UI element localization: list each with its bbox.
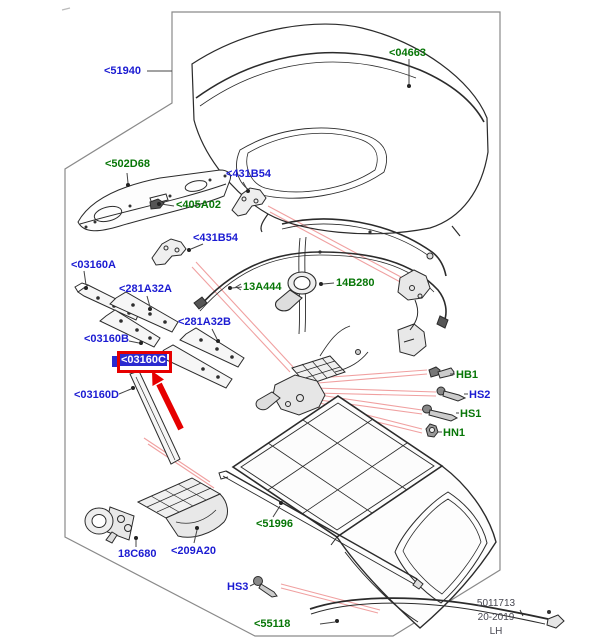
part-label-281a32b[interactable]: <281A32B [178,316,231,328]
part-label-hs1[interactable]: HS1 [460,408,482,420]
part-label-405a02[interactable]: <405A02 [176,199,221,211]
drain-parts-drawing [85,478,227,543]
part-label-03160b[interactable]: <03160B [84,333,129,345]
part-label-18c680[interactable]: 18C680 [118,548,157,560]
part-label-hs2[interactable]: HS2 [469,389,491,401]
part-label-502d68[interactable]: <502D68 [105,158,150,170]
part-label-51996[interactable]: <51996 [256,518,294,530]
latch-mechanism-drawing [256,326,368,415]
part-label-03160d[interactable]: <03160D [74,389,119,401]
part-label-03160a[interactable]: <03160A [71,259,116,271]
rail-drawings [75,283,244,464]
highlight-box [117,351,172,373]
stamp-side: LH [489,626,503,637]
part-label-04663[interactable]: <04663 [389,47,427,59]
part-label-14b280[interactable]: 14B280 [336,277,375,289]
stamp-number: 5011713 [476,598,516,609]
part-label-209a20[interactable]: <209A20 [171,545,216,557]
part-label-55118[interactable]: <55118 [254,618,291,630]
part-label-281a32a[interactable]: <281A32A [119,283,172,295]
part-label-431b54-upper[interactable]: <431B54 [226,168,271,180]
part-label-hb1[interactable]: HB1 [456,369,479,381]
part-label-hn1[interactable]: HN1 [443,427,466,439]
stamp-date: 20-2019 [477,612,515,623]
part-label-431b54-lower[interactable]: <431B54 [193,232,238,244]
part-label-13a444[interactable]: 13A444 [243,281,282,293]
hinge-mechanism-drawing [398,253,433,356]
part-label-03160c-highlighted[interactable]: <03160C [121,354,166,366]
drawing-stamp [466,597,526,639]
part-label-hs3[interactable]: HS3 [227,581,249,593]
part-label-51940[interactable]: <51940 [104,65,142,77]
